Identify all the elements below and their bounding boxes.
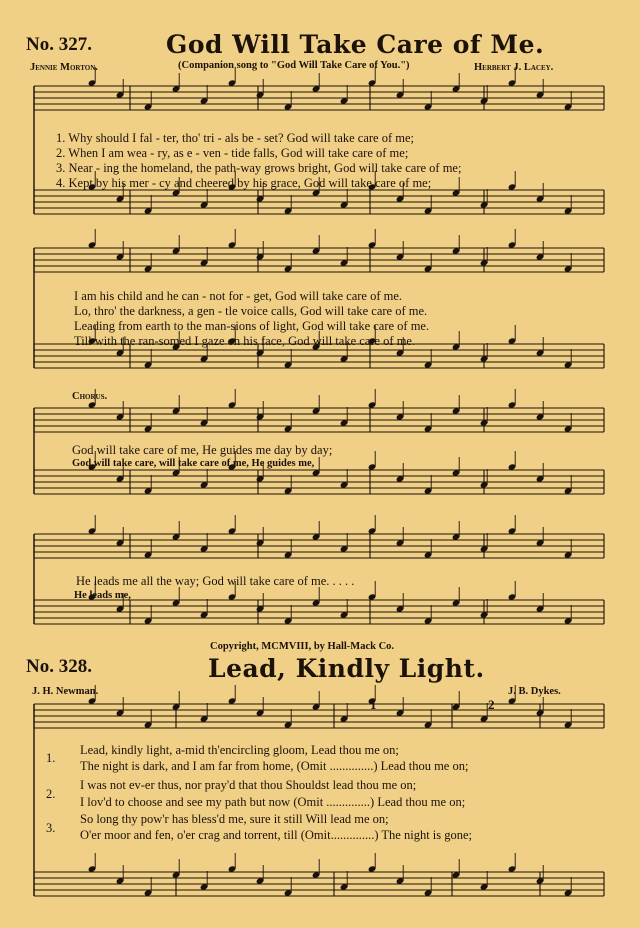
verse-3-line-2: Leading from earth to the man-sions of light, God will take care of me. bbox=[74, 319, 430, 333]
hymn-327-note: (Companion song to "God Will Take Care of You.") bbox=[178, 60, 410, 71]
chorus-bass-line-1: God will take care, will take care of me, He guides me, bbox=[72, 458, 315, 469]
hymn-328-line-4: I lov'd to choose and see my path but now (Omit ..............) Lead thou me on; bbox=[80, 795, 466, 809]
copyright: Copyright, MCMVIII, by Hall-Mack Co. bbox=[210, 641, 395, 652]
verse-2-line-1: 2. When I am wea - ry, as e - ven - tide falls, God will take care of me; bbox=[56, 146, 409, 160]
hymn-328-line-6: O'er moor and fen, o'er crag and torrent, till (Omit..............) The night is gone; bbox=[80, 828, 473, 842]
hymn-328-line-3: I was not ev-er thus, nor pray'd that thou Shouldst lead thou me on; bbox=[80, 778, 417, 792]
hymn-328-title: Lead, Kindly Light. bbox=[208, 654, 485, 683]
hymn-328-line-2: The night is dark, and I am far from home, (Omit ..............) Lead thou me on; bbox=[80, 759, 469, 773]
chorus-line-2: He leads me all the way; God will take care of me. . . . . bbox=[76, 574, 355, 588]
verse-4-line-2: Till with the ran-somed I gaze on his face, God will take care of me. bbox=[74, 334, 416, 348]
hymn-327-composer: Herbert J. Lacey. bbox=[474, 62, 554, 73]
hymn-328-line-1: Lead, kindly light, a-mid th'encircling gloom, Lead thou me on; bbox=[80, 743, 399, 757]
first-ending-mark: 1 bbox=[370, 697, 377, 712]
hymn-327-lyricist: Jennie Morton. bbox=[30, 62, 98, 73]
hymn-327-title: God Will Take Care of Me. bbox=[166, 30, 545, 59]
hymn-328-number: No. 328. bbox=[26, 656, 92, 677]
second-ending-mark: 2 bbox=[488, 697, 495, 712]
hymn-328-composer: J. B. Dykes. bbox=[508, 686, 561, 697]
verse-1-line-2: I am his child and he can - not for - get, God will take care of me. bbox=[74, 289, 403, 303]
hymn-328-verse-3-number: 3. bbox=[46, 821, 56, 835]
verse-2-line-2: Lo, thro' the darkness, a gen - tle voice calls, God will take care of me. bbox=[74, 304, 428, 318]
hymn-328-verse-1-number: 1. bbox=[46, 751, 56, 765]
chorus-bass-line-2: He leads me, bbox=[74, 590, 131, 601]
chorus-label: Chorus. bbox=[72, 391, 108, 402]
verse-4-line-1: 4. Kept by his mer - cy and cheered by his grace, God will take care of me; bbox=[56, 176, 432, 190]
hymn-328-lyricist: J. H. Newman. bbox=[32, 686, 99, 697]
verse-1-line-1: 1. Why should I fal - ter, tho' tri - als be - set? God will take care of me; bbox=[56, 131, 415, 145]
hymn-327-number: No. 327. bbox=[26, 34, 92, 55]
verse-3-line-1: 3. Near - ing the homeland, the path-way grows bright, God will take care of me; bbox=[56, 161, 462, 175]
hymn-328-verse-2-number: 2. bbox=[46, 787, 56, 801]
hymn-328-line-5: So long thy pow'r has bless'd me, sure it still Will lead me on; bbox=[80, 812, 389, 826]
chorus-line-1: God will take care of me, He guides me day by day; bbox=[72, 443, 333, 457]
